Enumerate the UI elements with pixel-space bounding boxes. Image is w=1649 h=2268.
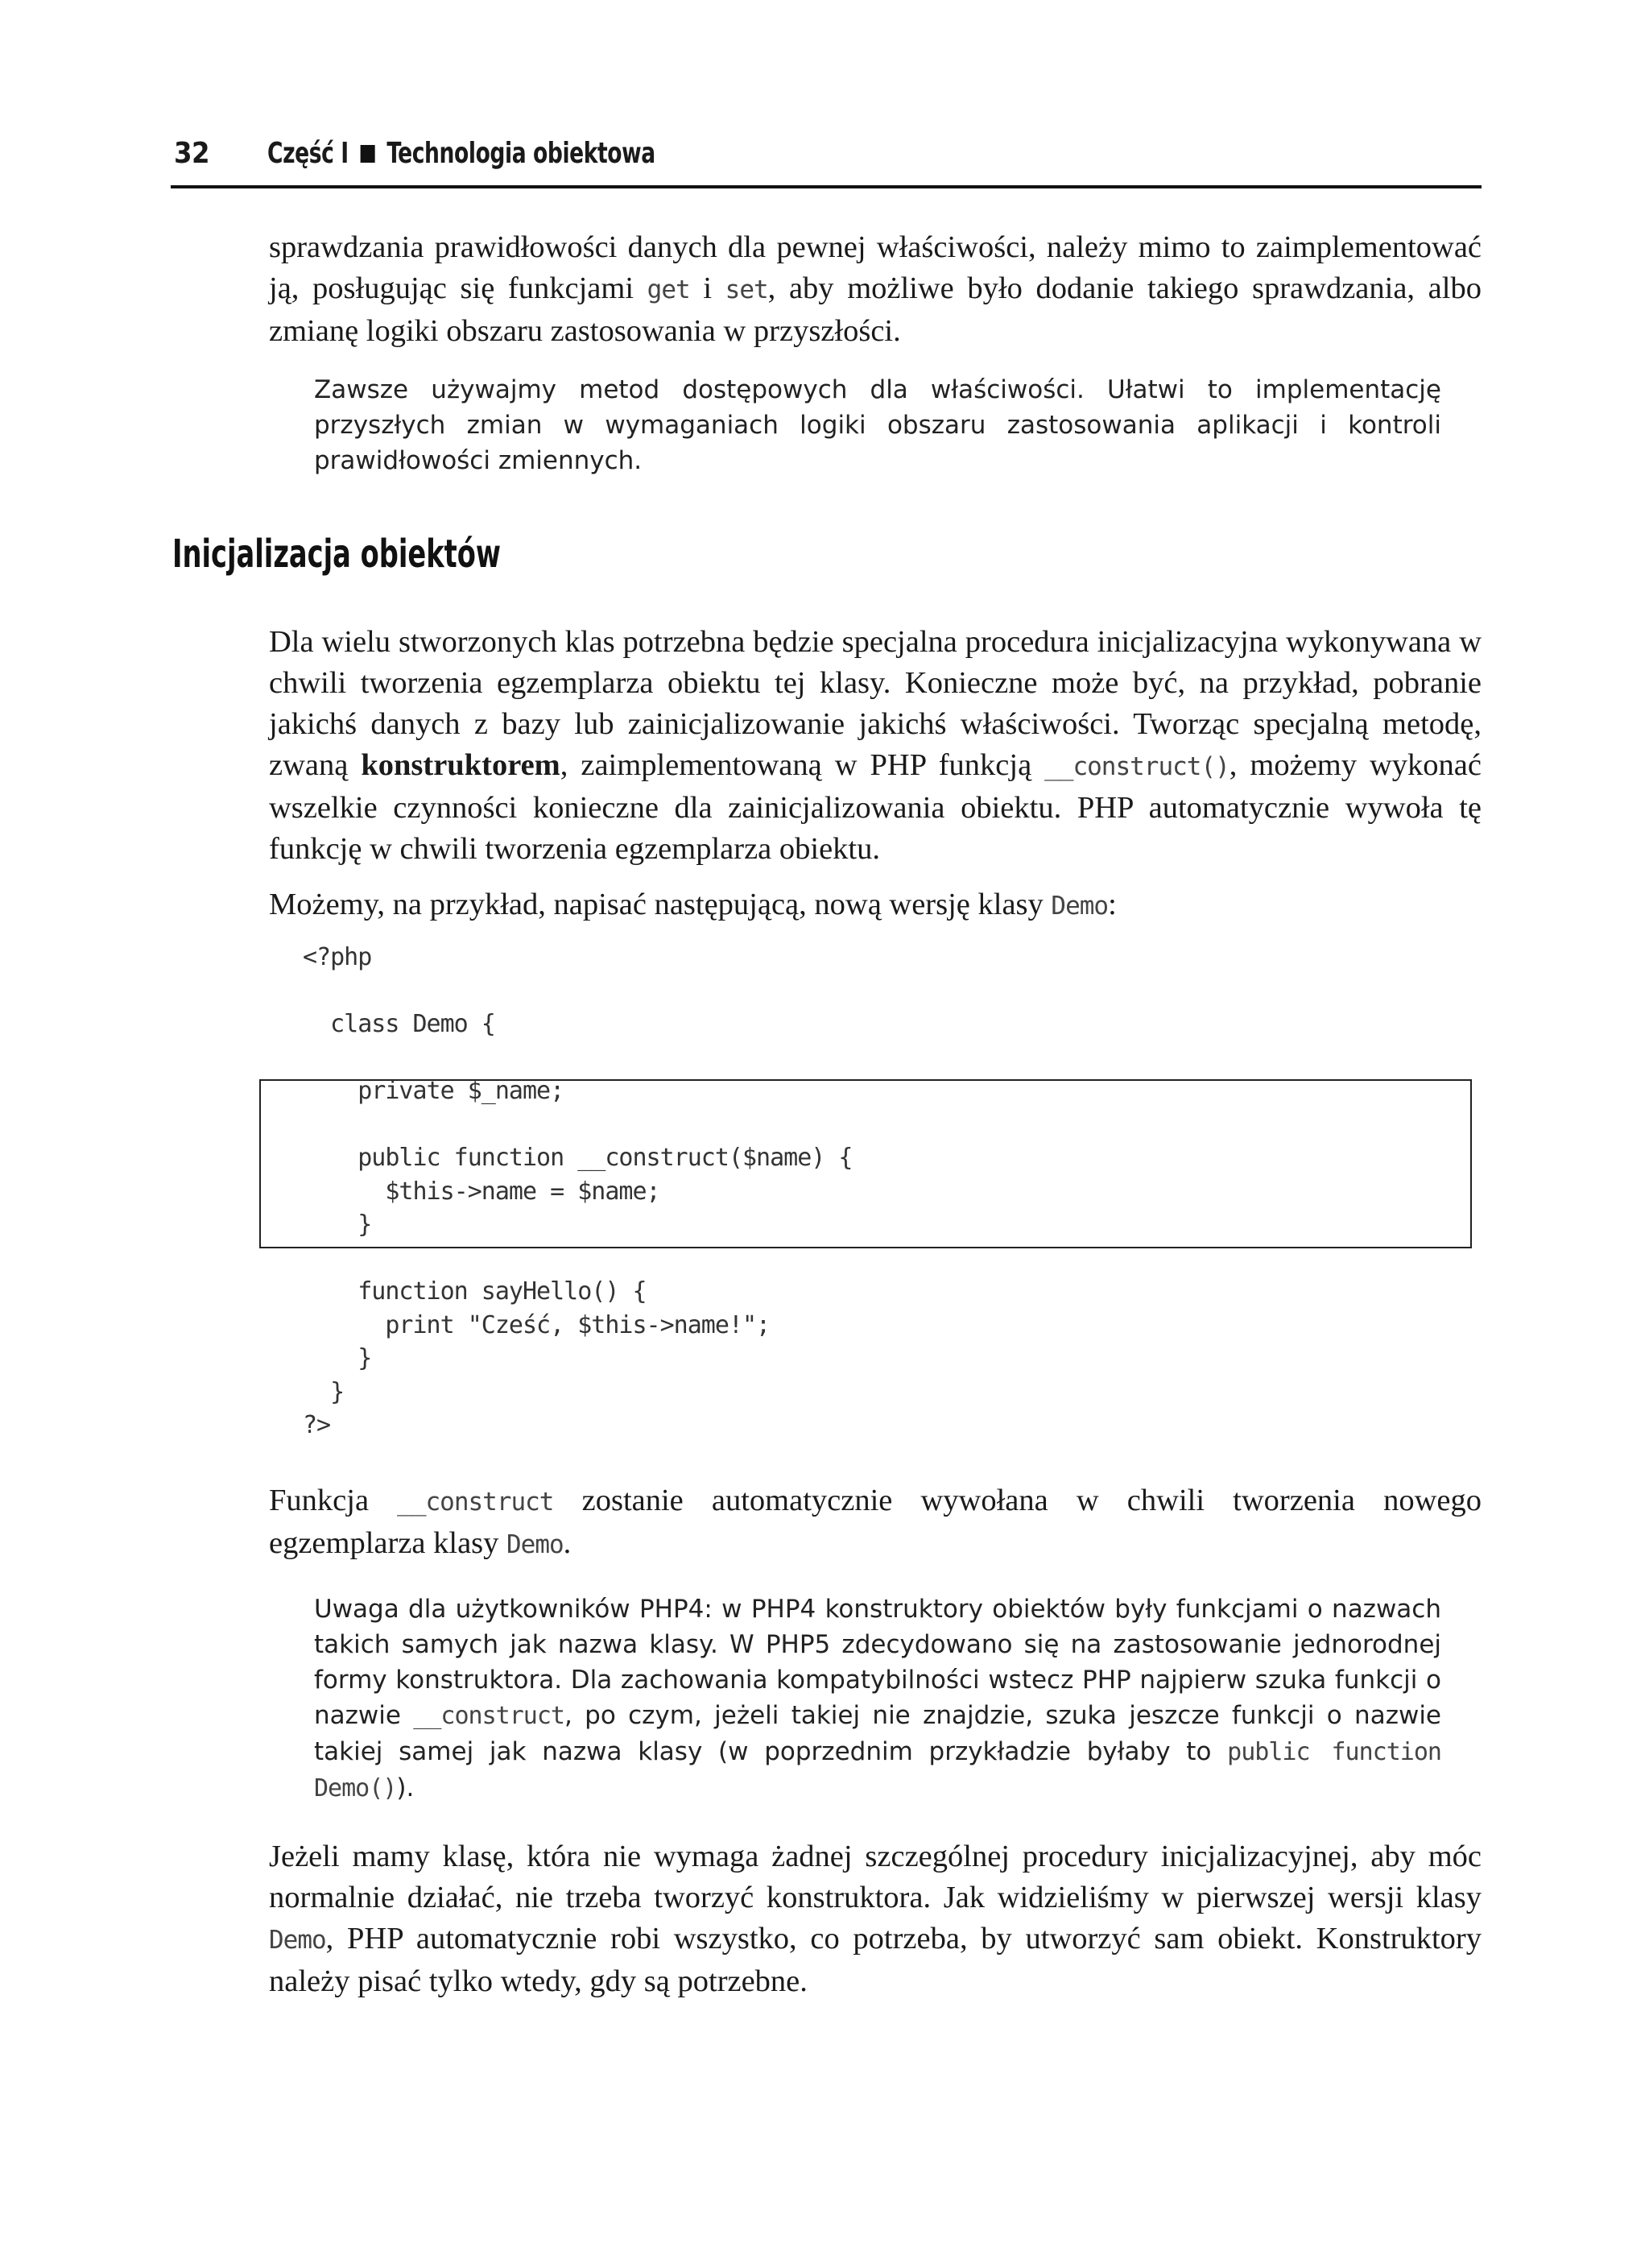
paragraph-3 — [269, 884, 1482, 927]
code-line: class Demo { — [303, 1010, 495, 1038]
code-line: } — [303, 1377, 345, 1406]
code-line: $this->name = $name; — [303, 1177, 660, 1206]
chapter-label: Technologia obiektowa — [386, 137, 655, 170]
inline-code-set: set — [725, 275, 768, 304]
code-line: function sayHello() { — [303, 1277, 647, 1306]
inline-code-construct: __construct — [413, 1702, 564, 1730]
paragraph-text: i — [689, 271, 725, 305]
code-line — [303, 975, 852, 1008]
paragraph-4 — [269, 1480, 1482, 1566]
inline-code-construct: __construct() — [1044, 752, 1230, 781]
code-line: print "Cześć, $this->name!"; — [303, 1310, 771, 1339]
bold-term: konstruktorem — [361, 748, 560, 782]
section-heading: Inicjalizacja obiektów — [172, 532, 502, 577]
paragraph-text: , aby możliwe było dodanie takiego sprawdzania, albo zmianę logiki obszaru zastosowania w przyszłości. — [269, 271, 1482, 348]
paragraph-1 — [269, 227, 1482, 352]
code-line: <?php — [303, 943, 372, 971]
code-line: public function __construct($name) { — [303, 1144, 853, 1172]
paragraph-text: . — [563, 1526, 572, 1560]
paragraph-text: , PHP automatycznie robi wszystko, co potrzeba, by utworzyć sam obiekt. Konstruktory należy pisać tylko wtedy, gdy są potrzebne. — [269, 1922, 1482, 1998]
paragraph-text: Jeżeli mamy klasę, która nie wymaga żadnej szczególnej procedury inicjalizacyjnej, aby móc normalnie działać, nie trzeba tworzyć konstruktora. Jak widzieliśmy w pierwszej wersji klasy — [269, 1840, 1482, 1914]
inline-code-public-function: public function Demo() — [314, 1738, 1441, 1802]
paragraph-text: Funkcja — [269, 1484, 398, 1517]
page-number: 32 — [174, 137, 210, 170]
code-line — [303, 1108, 852, 1142]
paragraph-text: , możemy wykonać wszelkie czynności konieczne dla zainicjalizowania obiektu. PHP automatycznie wywoła tę funkcję w chwili tworzenia egzemplarza obiektu. — [269, 748, 1482, 866]
tip-note — [314, 372, 1441, 478]
tip-text: Zawsze używajmy metod dostępowych dla właściwości. Ułatwi to implementację przyszłych zmian w wymaganiach logiki obszaru zastosowania aplikacji i kontroli prawidłowości zmiennych. — [314, 375, 1441, 475]
code-line: } — [303, 1344, 372, 1372]
code-line — [303, 1041, 852, 1075]
php4-note — [314, 1591, 1441, 1807]
inline-code-demo: Demo — [1051, 892, 1109, 921]
running-header — [171, 134, 1482, 188]
note-text: , po czym, jeżeli takiej nie znajdzie, szuka jeszcze funkcji o nazwie takiej samej jak nazwa klasy (w poprzednim przykładzie byłaby to — [314, 1701, 1442, 1766]
inline-code-construct: __construct — [397, 1488, 554, 1517]
paragraph-text: Dla wielu stworzonych klas potrzebna będzie specjalna procedura inicjalizacyjna wykonywana w chwili tworzenia egzemplarza obiektu tej klasy. Konieczne może być, na przykład, pobranie jakichś danych z bazy lub zainicjalizowanie jakichś właściwości. Tworząc specjalną metodę, zwaną — [269, 625, 1482, 782]
inline-code-demo: Demo — [269, 1926, 326, 1955]
paragraph-2 — [269, 622, 1482, 870]
inline-code-get: get — [647, 275, 690, 304]
code-line: ?> — [303, 1411, 331, 1439]
note-text: ). — [396, 1773, 415, 1802]
code-line — [303, 1242, 852, 1276]
square-bullet-icon — [361, 145, 375, 163]
paragraph-5 — [269, 1836, 1482, 2002]
paragraph-text: Możemy, na przykład, napisać następującą, nową wersję klasy — [269, 888, 1052, 921]
code-line: private $_name; — [303, 1077, 564, 1105]
paragraph-text: : — [1108, 888, 1117, 921]
code-listing — [303, 941, 852, 1442]
part-label: Część I — [267, 137, 349, 170]
paragraph-text: sprawdzania prawidłowości danych dla pewnej właściwości, należy mimo to zaimplementować ją, posługując się funkcjami — [269, 230, 1482, 305]
paragraph-text: , zaimplementowaną w PHP funkcją — [560, 748, 1045, 782]
inline-code-demo: Demo — [506, 1530, 564, 1559]
code-line: } — [303, 1211, 372, 1239]
header-title — [267, 137, 655, 170]
note-text: Uwaga dla użytkowników PHP4: w PHP4 konstruktory obiektów były funkcjami o nazwach takich samych jak nazwa klasy. W PHP5 zdecydowano się na zastosowanie jednorodnej formy konstruktora. Dla zachowania kompatybilności wstecz PHP najpierw szuka funkcji o nazwie — [314, 1595, 1441, 1730]
paragraph-text: zostanie automatycznie wywołana w chwili tworzenia nowego egzemplarza klasy — [269, 1484, 1482, 1560]
